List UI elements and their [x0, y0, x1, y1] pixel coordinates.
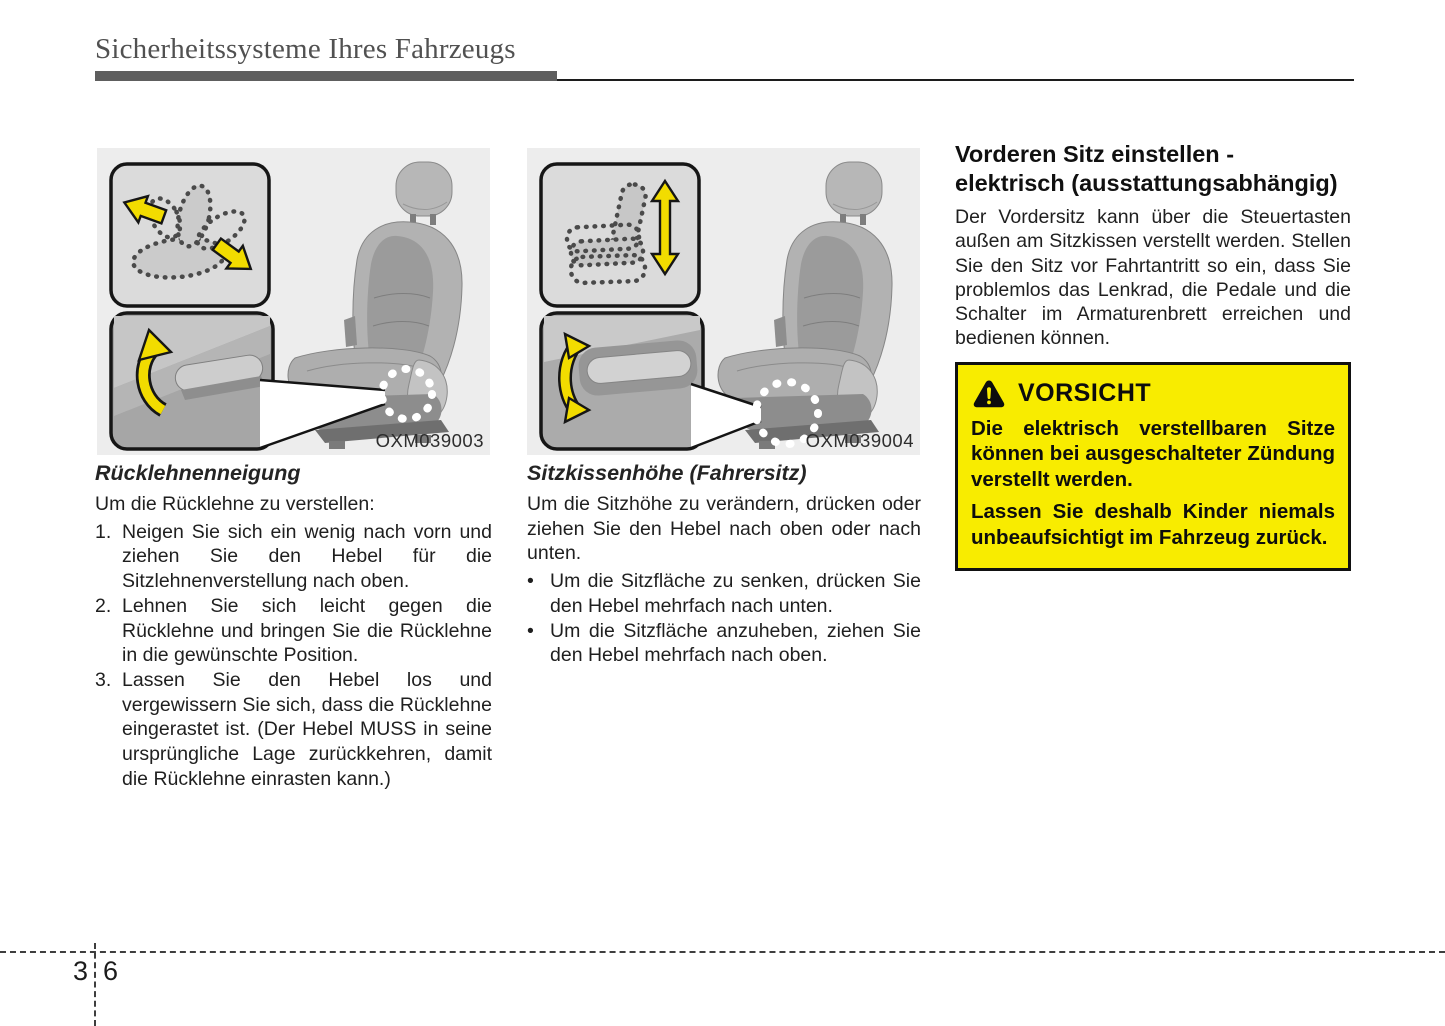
seat-height-illustration	[527, 148, 920, 455]
warning-title: VORSICHT	[1018, 378, 1152, 407]
bullet-text: Um die Sitzfläche anzuheben, ziehen Sie den Hebel mehrfach nach oben.	[550, 619, 921, 667]
bullet-item	[527, 619, 921, 668]
list-item	[95, 594, 492, 668]
inset-recline-motion	[111, 164, 269, 306]
bullet-item	[527, 569, 921, 618]
section-heading	[955, 140, 1351, 198]
list-number: 1.	[95, 520, 112, 543]
page-title: Sicherheitssysteme Ihres Fahrzeugs	[95, 33, 516, 65]
seat-recline-illustration	[97, 148, 490, 455]
section-body: Der Vordersitz kann über die Steuertasten außen am Sitzkissen verstellt werden. Stellen Sie den Sitz vor Fahrtantritt so ein, dass Sie problemlos das Lenkrad, die Pedale und die Schalter im Armaturenbrett erreichen und bedienen können.	[955, 206, 1351, 350]
section-recline	[95, 460, 492, 791]
list-item	[95, 520, 492, 594]
figure-recline	[97, 148, 490, 455]
figure-seat-height	[527, 148, 920, 455]
figure-code: OXM039003	[375, 430, 484, 451]
warning-box	[955, 362, 1351, 572]
list-number: 2.	[95, 594, 112, 617]
list-text: Lehnen Sie sich leicht gegen die Rücklehne und bringen Sie die Rücklehne in die gewünschte Position.	[122, 594, 492, 667]
section-intro: Um die Sitzhöhe zu verändern, drücken oder ziehen Sie den Hebel nach oben oder nach unten.	[527, 493, 921, 565]
section-heading: Sitzkissenhöhe (Fahrersitz)	[527, 461, 807, 485]
bullet-marker: •	[527, 619, 534, 642]
footer-chapter-number: 3	[72, 956, 88, 986]
heading-line-1: Vorderen Sitz einstellen -	[955, 141, 1235, 167]
warning-triangle-icon	[973, 379, 1005, 408]
footer-rule-vertical	[94, 943, 96, 1026]
footer-rule-horizontal	[0, 951, 1445, 953]
warning-paragraph: Die elektrisch verstellbaren Sitze können bei ausgeschalteter Zündung verstellt werden.	[971, 416, 1335, 491]
list-text: Neigen Sie sich ein wenig nach vorn und ziehen Sie den Hebel für die Sitzlehnenverstellung nach oben.	[122, 520, 492, 593]
inset-recline-lever	[111, 313, 273, 449]
list-item	[95, 668, 492, 792]
section-electric	[955, 140, 1351, 571]
header-rule-thick	[95, 71, 557, 81]
bullet-marker: •	[527, 570, 534, 593]
figure-code: OXM039004	[805, 430, 914, 451]
warning-header	[973, 379, 1335, 408]
section-heading: Rücklehnenneigung	[95, 461, 301, 485]
section-intro: Um die Rücklehne zu verstellen:	[95, 493, 375, 515]
section-seat-height	[527, 460, 921, 668]
inset-height-lever	[541, 313, 703, 449]
warning-paragraph: Lassen Sie deshalb Kinder niemals unbeaufsichtigt im Fahrzeug zurück.	[971, 500, 1335, 549]
heading-line-2: elektrisch (ausstattungsabhängig)	[955, 170, 1338, 196]
header-rule-thin	[557, 79, 1354, 81]
bullet-text: Um die Sitzfläche zu senken, drücken Sie den Hebel mehrfach nach unten.	[550, 570, 921, 617]
list-number: 3.	[95, 668, 112, 691]
inset-height-motion	[541, 164, 699, 306]
footer-page-number: 6	[103, 956, 119, 986]
list-text: Lassen Sie den Hebel los und vergewissern Sie sich, dass die Rücklehne eingerastet ist. (Der Hebel MUSS in seine ursprüngliche Lage zurückkehren, damit die Rücklehne einrasten kann.)	[122, 668, 492, 790]
